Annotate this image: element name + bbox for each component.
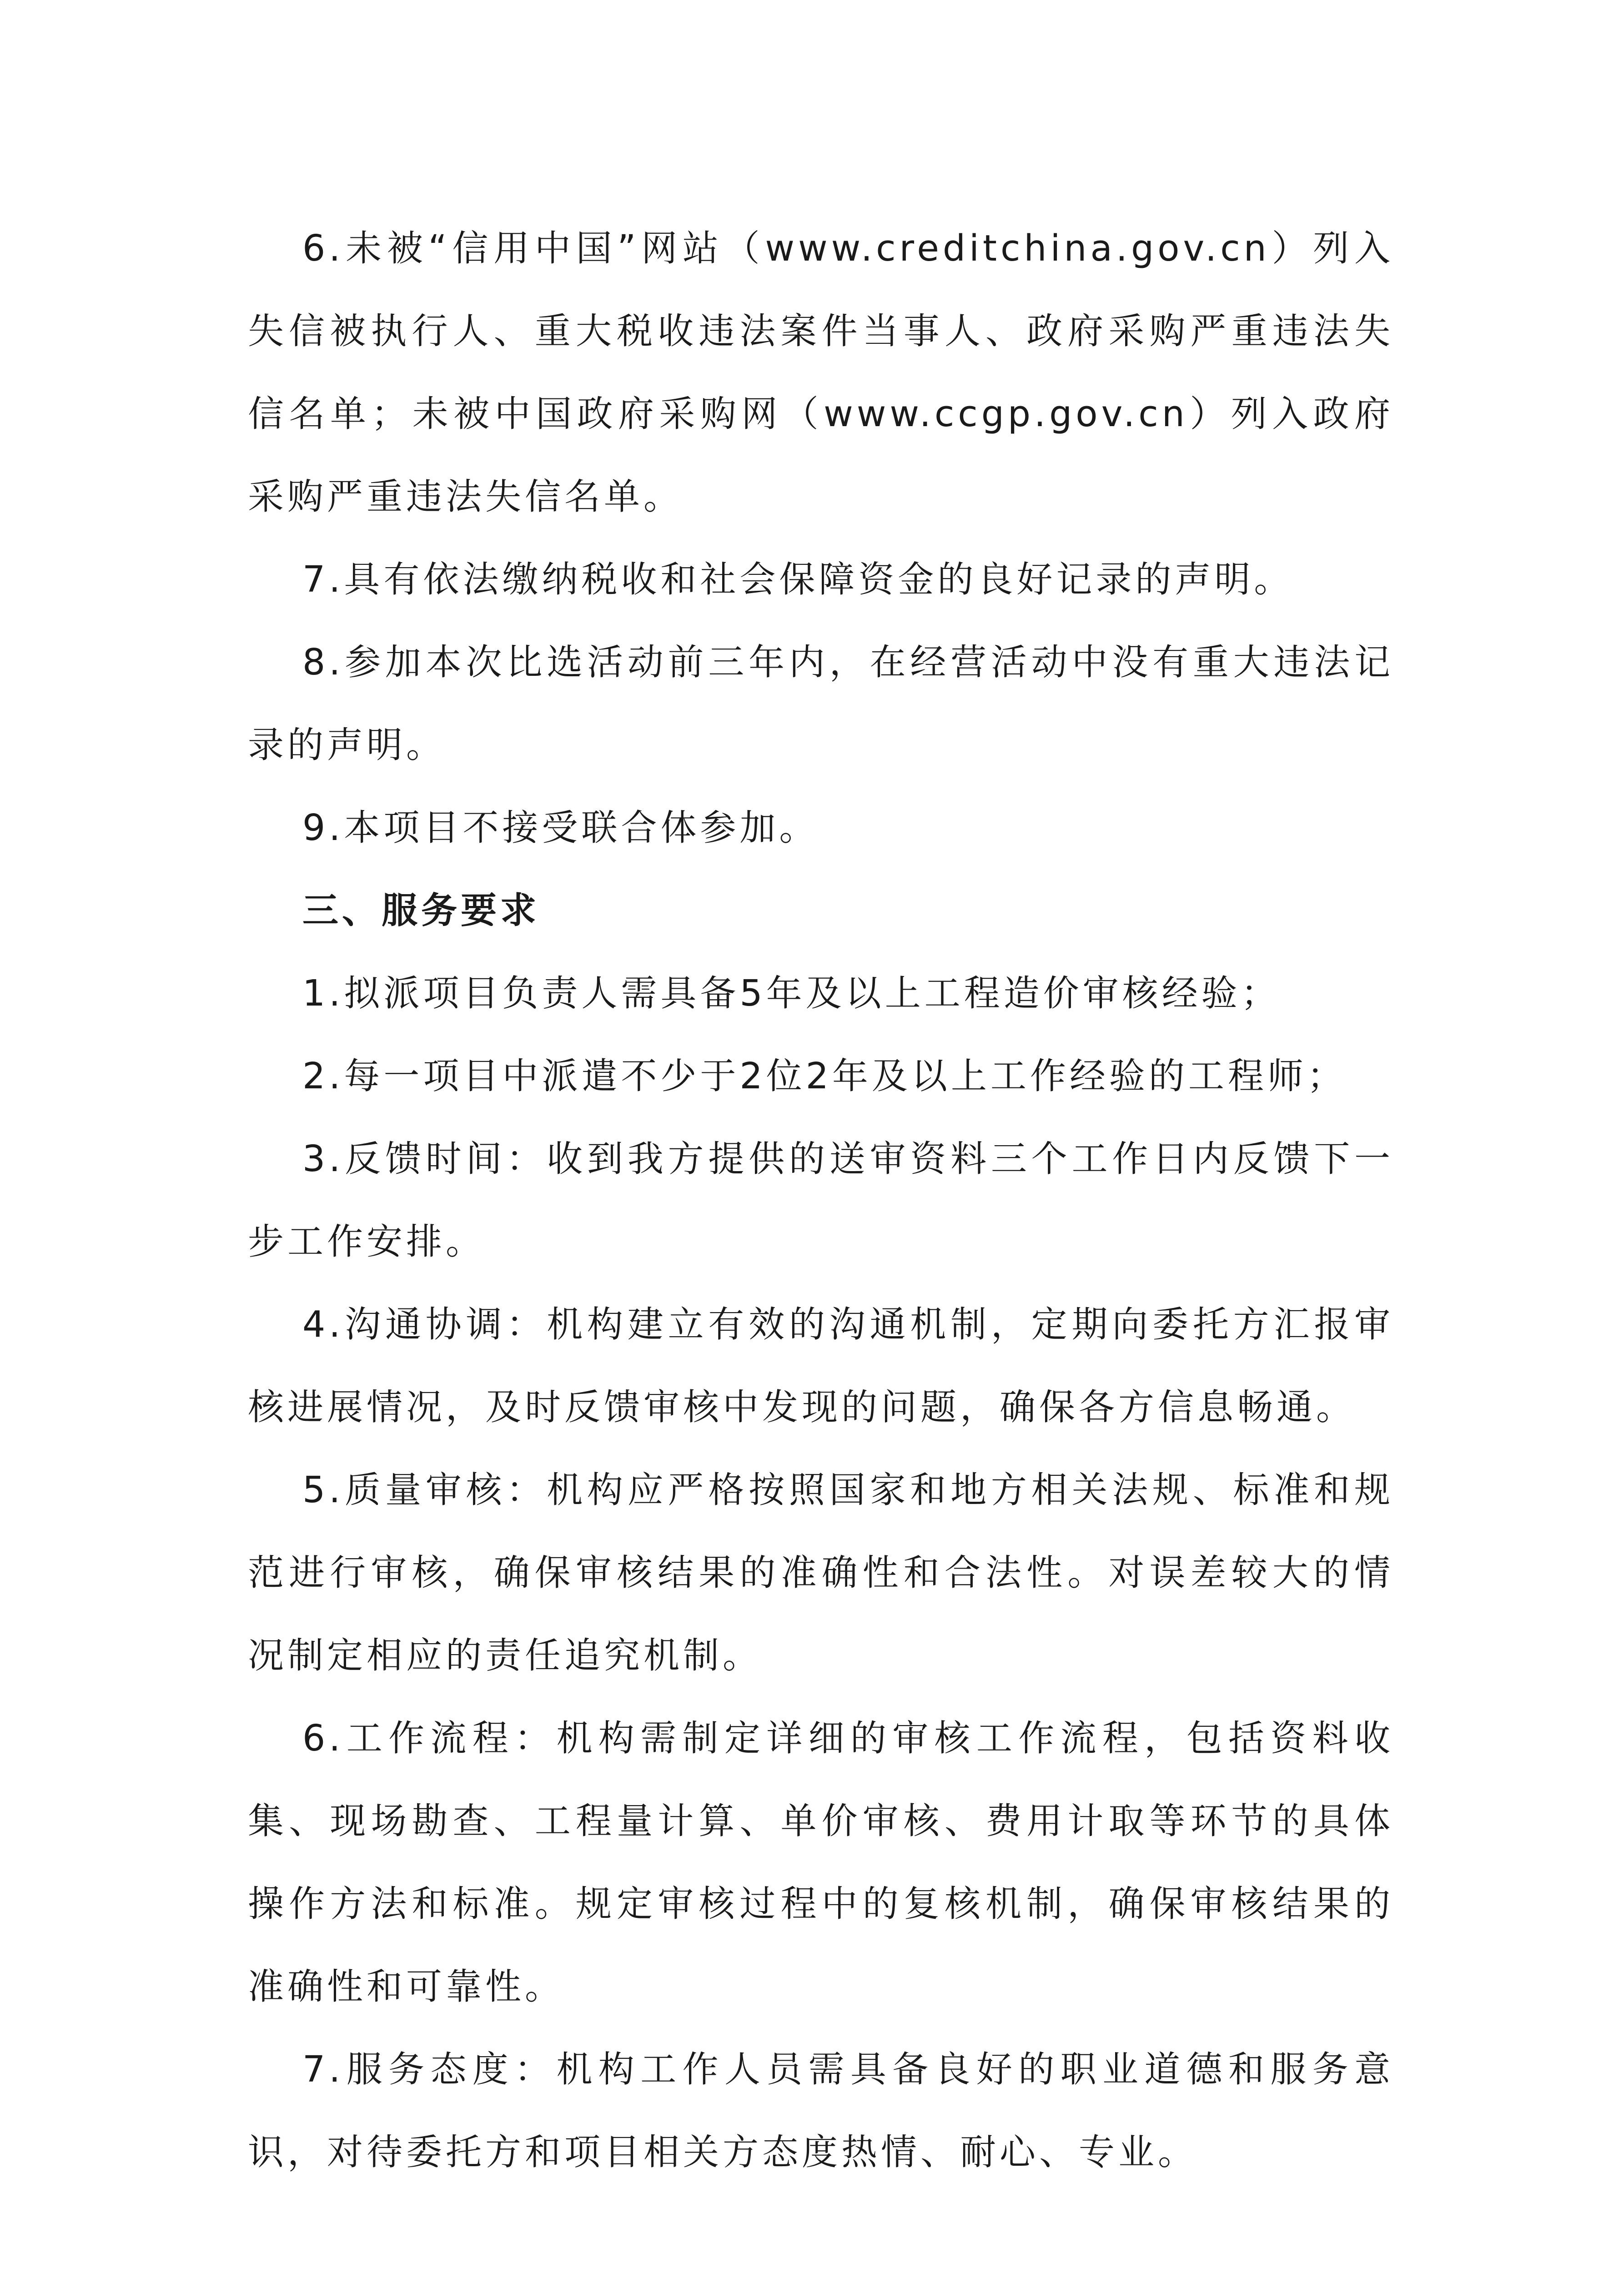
paragraph-eligibility-6: 6.未被“信用中国”网站（www.creditchina.gov.cn）列入失信被执行人、重大税收违法案件当事人、政府采购严重违法失信名单；未被中国政府采购网（www.ccgp.gov.cn）列入政府采购严重违法失信名单。 (248, 227, 1394, 518)
paragraph-service-6: 6.工作流程：机构需制定详细的审核工作流程，包括资料收集、现场勘查、工程量计算、单价审核、费用计取等环节的具体操作方法和标准。规定审核过程中的复核机制，确保审核结果的准确性和可靠性。 (248, 1717, 1394, 2007)
paragraph-service-4: 4.沟通协调：机构建立有效的沟通机制，定期向委托方汇报审核进展情况，及时反馈审核中发现的问题，确保各方信息畅通。 (248, 1303, 1394, 1428)
paragraph-eligibility-7: 7.具有依法缴纳税收和社会保障资金的良好记录的声明。 (302, 558, 1294, 600)
paragraph-service-3: 3.反馈时间：收到我方提供的送审资料三个工作日内反馈下一步工作安排。 (248, 1138, 1394, 1263)
document-body (248, 207, 1394, 2194)
paragraph-eligibility-9: 9.本项目不接受联合体参加。 (302, 807, 819, 849)
paragraph-eligibility-8: 8.参加本次比选活动前三年内，在经营活动中没有重大违法记录的声明。 (248, 641, 1394, 766)
paragraph-service-1: 1.拟派项目负责人需具备5年及以上工程造价审核经验； (302, 972, 1281, 1014)
paragraph-service-2: 2.每一项目中派遣不少于2位2年及以上工作经验的工程师； (302, 1055, 1347, 1097)
paragraph-service-5: 5.质量审核：机构应严格按照国家和地方相关法规、标准和规范进行审核，确保审核结果的准确性和合法性。对误差较大的情况制定相应的责任追究机制。 (248, 1469, 1394, 1676)
section-heading-service-requirements: 三、服务要求 (302, 890, 540, 931)
paragraph-service-7: 7.服务态度：机构工作人员需具备良好的职业道德和服务意识，对待委托方和项目相关方态度热情、耐心、专业。 (248, 2048, 1394, 2173)
